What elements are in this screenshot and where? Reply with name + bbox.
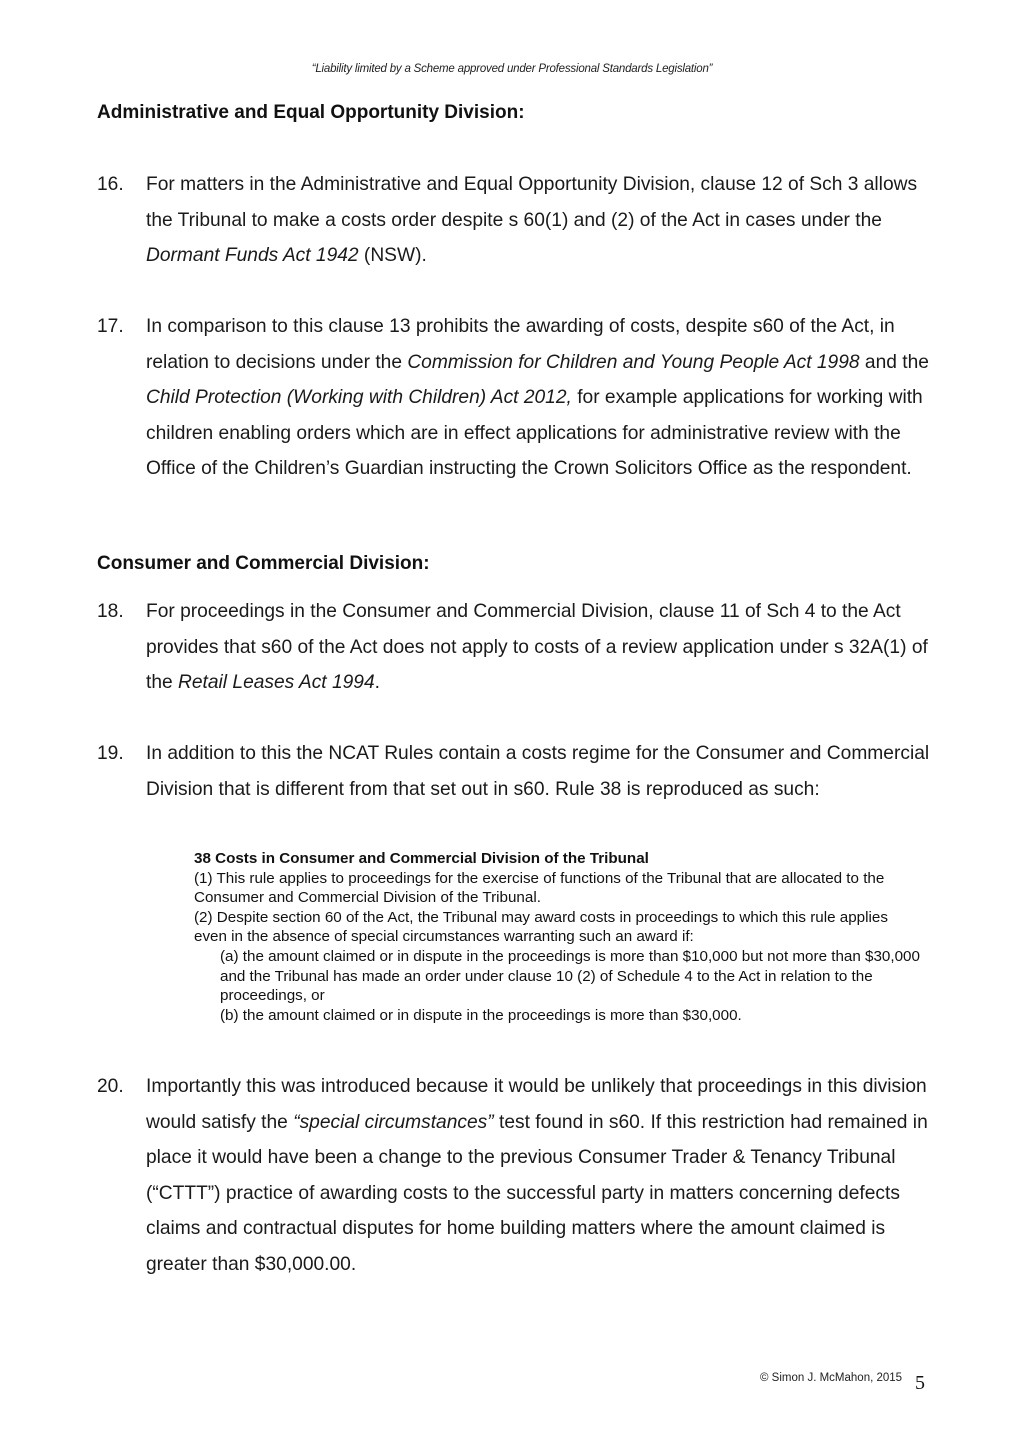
paragraph-body: Importantly this was introduced because it would be unlikely that proceedings in this division would satisfy the “special circumstances” test found in s60. If this restriction had remained in place it would have been a change to the previous Consumer Trader & Tenancy Tribunal (“CTTT”) practice of awarding costs to the successful party in matters concerning defects claims and contractual disputes for home building matters where the amount claimed is greater than $30,000.00. [146, 1076, 928, 1275]
paragraph-number: 18. [97, 601, 124, 622]
paragraph-17 [97, 309, 937, 487]
paragraph-body: In addition to this the NCAT Rules contain a costs regime for the Consumer and Commercial Division that is different from that set out in s60. Rule 38 is reproduced as such: [146, 743, 930, 800]
emphasis-text: “special circumstances” [293, 1111, 494, 1133]
page-number: 5 [915, 1372, 925, 1394]
paragraph-body: In comparison to this clause 13 prohibits the awarding of costs, despite s60 of the Act, in relation to decisions under the Commission for Children and Young People Act 1998 and the Child Protection (Working with Children) Act 2012, for example applications for working with children enabling orders which are in effect applications for administrative review with the Office of the Children’s Guardian instructing the Crown Solicitors Office as the respondent. [146, 316, 929, 480]
section-heading-administrative: Administrative and Equal Opportunity Division: [97, 102, 525, 123]
paragraph-16 [97, 167, 937, 274]
act-title: Dormant Funds Act 1942 [146, 245, 359, 267]
act-title: Commission for Children and Young People Act 1998 [407, 351, 860, 373]
paragraph-number: 16. [97, 174, 124, 195]
rule-38-subrule-2: (2) Despite section 60 of the Act, the Tribunal may award costs in proceedings to which this rule applies even in the absence of special circumstances warranting such an award if: [194, 908, 888, 946]
paragraph-19 [97, 736, 937, 807]
rule-38-subrule-1: (1) This rule applies to proceedings for the exercise of functions of the Tribunal that are allocated to the Consumer and Commercial Division of the Tribunal. [194, 869, 885, 907]
page-header-disclaimer: “Liability limited by a Scheme approved under Professional Standards Legislation” [311, 63, 713, 75]
act-title: Child Protection (Working with Children) Act 2012, [146, 387, 572, 409]
paragraph-number: 19. [97, 743, 124, 764]
paragraph-20 [97, 1069, 937, 1283]
paragraph-body: For matters in the Administrative and Equal Opportunity Division, clause 12 of Sch 3 allows the Tribunal to make a costs order despite s 60(1) and (2) of the Act in cases under the Dormant Funds Act 1942 (NSW). [146, 174, 918, 267]
act-title: Retail Leases Act 1994 [178, 672, 375, 694]
rule-38-quote [194, 849, 924, 1025]
footer-copyright: © Simon J. McMahon, 2015 [760, 1372, 903, 1384]
paragraph-number: 17. [97, 316, 124, 337]
paragraph-18 [97, 594, 937, 701]
rule-38-item-b: (b) the amount claimed or in dispute in the proceedings is more than $30,000. [220, 1006, 742, 1024]
rule-38-item-a: (a) the amount claimed or in dispute in the proceedings is more than $10,000 but not more than $30,000 and the Tribunal has made an order under clause 10 (2) of Schedule 4 to the Act in relation to the proceedings, or [220, 947, 920, 1005]
paragraph-number: 20. [97, 1076, 124, 1097]
paragraph-body: For proceedings in the Consumer and Commercial Division, clause 11 of Sch 4 to the Act provides that s60 of the Act does not apply to costs of a review application under s 32A(1) of the Retail Leases Act 1994. [146, 601, 928, 694]
section-heading-consumer: Consumer and Commercial Division: [97, 553, 430, 574]
rule-38-title: 38 Costs in Consumer and Commercial Division of the Tribunal [194, 850, 649, 867]
